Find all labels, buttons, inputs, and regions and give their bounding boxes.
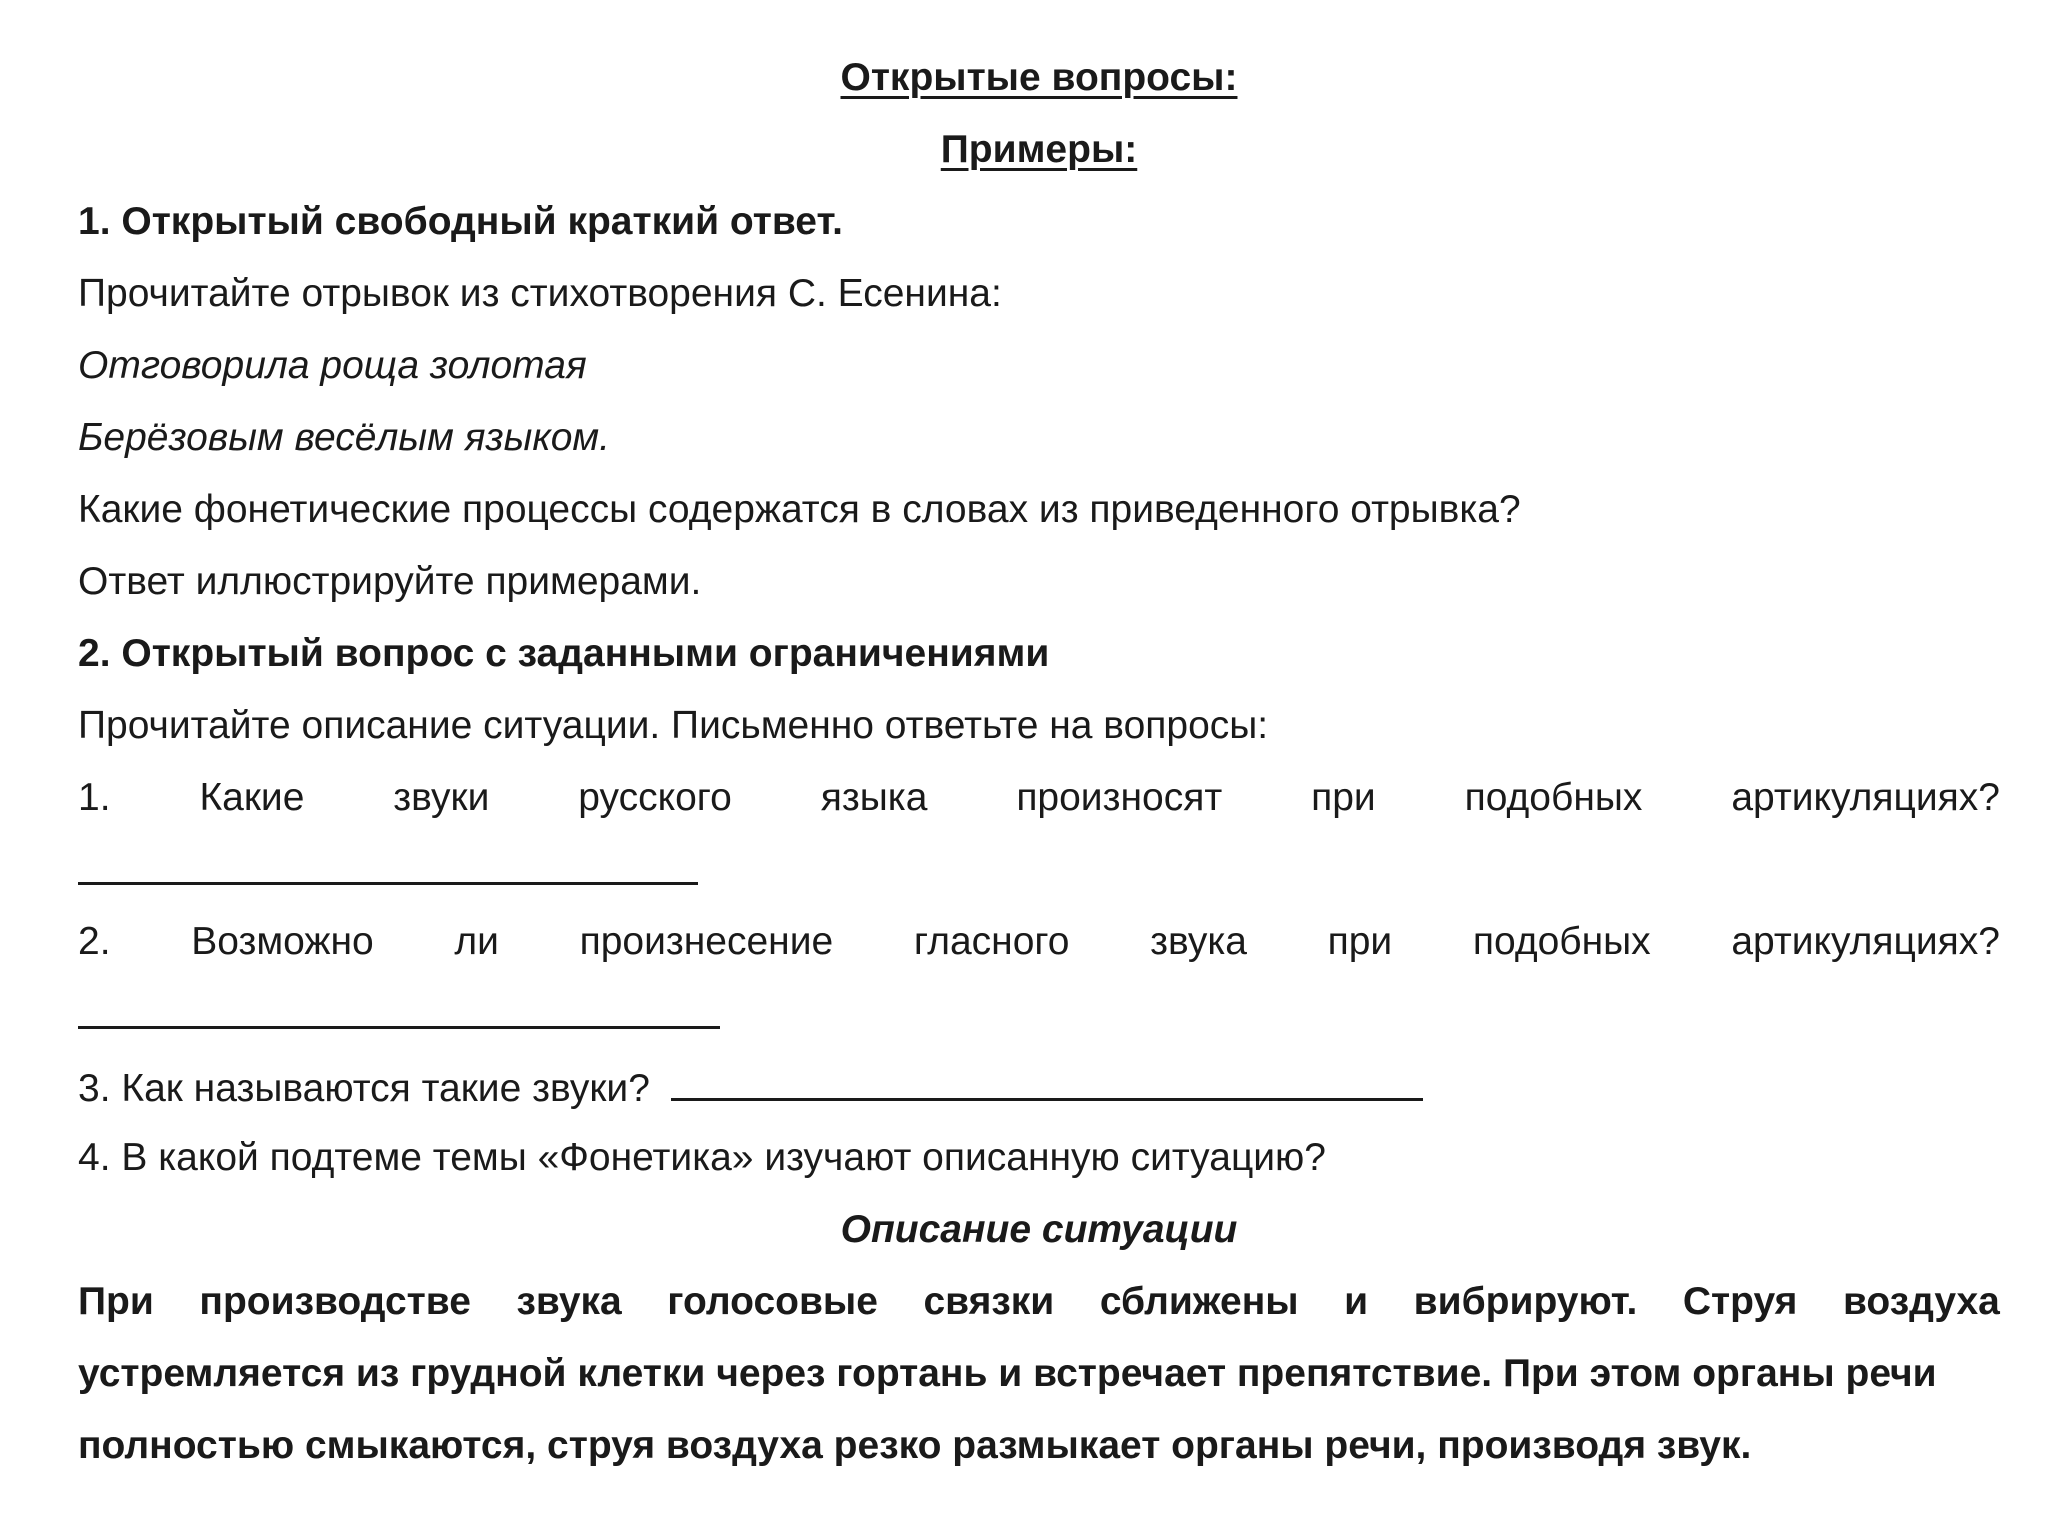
- question-3: [78, 1062, 2000, 1113]
- question-2-word: при: [1327, 920, 1393, 963]
- answer-blank-2-row: [78, 990, 2000, 1041]
- answer-blank-3: [671, 1062, 1423, 1101]
- question-1-word: артикуляциях?: [1731, 776, 2000, 819]
- question-1-word: звуки: [393, 776, 490, 819]
- question-1-word: при: [1311, 776, 1376, 819]
- section2-intro: Прочитайте описание ситуации. Письменно ответьте на вопросы:: [78, 704, 1269, 747]
- question-3-text: 3. Как называются такие звуки?: [78, 1067, 650, 1110]
- situation-line-3: полностью смыкаются, струя воздуха резко размыкает органы речи, производя звук.: [78, 1424, 1752, 1467]
- situation-word: звука: [516, 1280, 622, 1323]
- situation-word: производстве: [199, 1280, 471, 1323]
- situation-line-2: устремляется из грудной клетки через гортань и встречает препятствие. При этом органы речи: [78, 1352, 1937, 1395]
- answer-blank-1: [78, 846, 698, 885]
- question-2-word: ли: [454, 920, 499, 963]
- poem-line-1: Отговорила роща золотая: [78, 344, 587, 387]
- answer-blank-1-row: [78, 846, 2000, 897]
- question-1-word: подобных: [1464, 776, 1643, 819]
- question-1-word: произносят: [1016, 776, 1223, 819]
- section1-question-line-1: Какие фонетические процессы содержатся в словах из приведенного отрывка?: [78, 488, 1521, 531]
- situation-word: воздуха: [1842, 1280, 2000, 1323]
- situation-word: голосовые: [667, 1280, 878, 1323]
- question-2: [78, 918, 2000, 966]
- document-title-row: [78, 54, 2000, 102]
- situation-word: сближены: [1099, 1280, 1299, 1323]
- document-subtitle-row: [78, 126, 2000, 174]
- situation-word: связки: [923, 1280, 1055, 1323]
- question-1-word: Какие: [199, 776, 305, 819]
- question-2-word: 2.: [78, 920, 111, 963]
- section2-heading: 2. Открытый вопрос с заданными ограничениями: [78, 632, 1050, 675]
- question-4: 4. В какой подтеме темы «Фонетика» изучают описанную ситуацию?: [78, 1136, 1326, 1179]
- document-title: Открытые вопросы:: [840, 56, 1238, 99]
- question-2-word: артикуляциях?: [1731, 920, 2000, 963]
- question-2-word: подобных: [1472, 920, 1651, 963]
- question-1-word: языка: [820, 776, 928, 819]
- question-1-word: русского: [578, 776, 732, 819]
- document-subtitle: Примеры:: [940, 128, 1138, 171]
- situation-word: Струя: [1682, 1280, 1798, 1323]
- question-2-word: гласного: [913, 920, 1070, 963]
- section1-heading: 1. Открытый свободный краткий ответ.: [78, 200, 843, 243]
- section1-intro: Прочитайте отрывок из стихотворения С. Есенина:: [78, 272, 1002, 315]
- question-2-word: Возможно: [191, 920, 374, 963]
- question-1-word: 1.: [78, 776, 111, 819]
- situation-word: и: [1344, 1280, 1369, 1323]
- section1-question-line-2: Ответ иллюстрируйте примерами.: [78, 560, 702, 603]
- question-1: [78, 774, 2000, 822]
- situation-title: Описание ситуации: [840, 1208, 1238, 1251]
- situation-word: При: [78, 1280, 154, 1323]
- document-page: [78, 0, 2000, 1536]
- poem-line-2: Берёзовым весёлым языком.: [78, 416, 611, 459]
- answer-blank-2: [78, 990, 720, 1029]
- question-2-word: звука: [1150, 920, 1247, 963]
- situation-word: вибрируют.: [1413, 1280, 1638, 1323]
- question-2-word: произнесение: [579, 920, 834, 963]
- situation-line-1: [78, 1278, 2000, 1326]
